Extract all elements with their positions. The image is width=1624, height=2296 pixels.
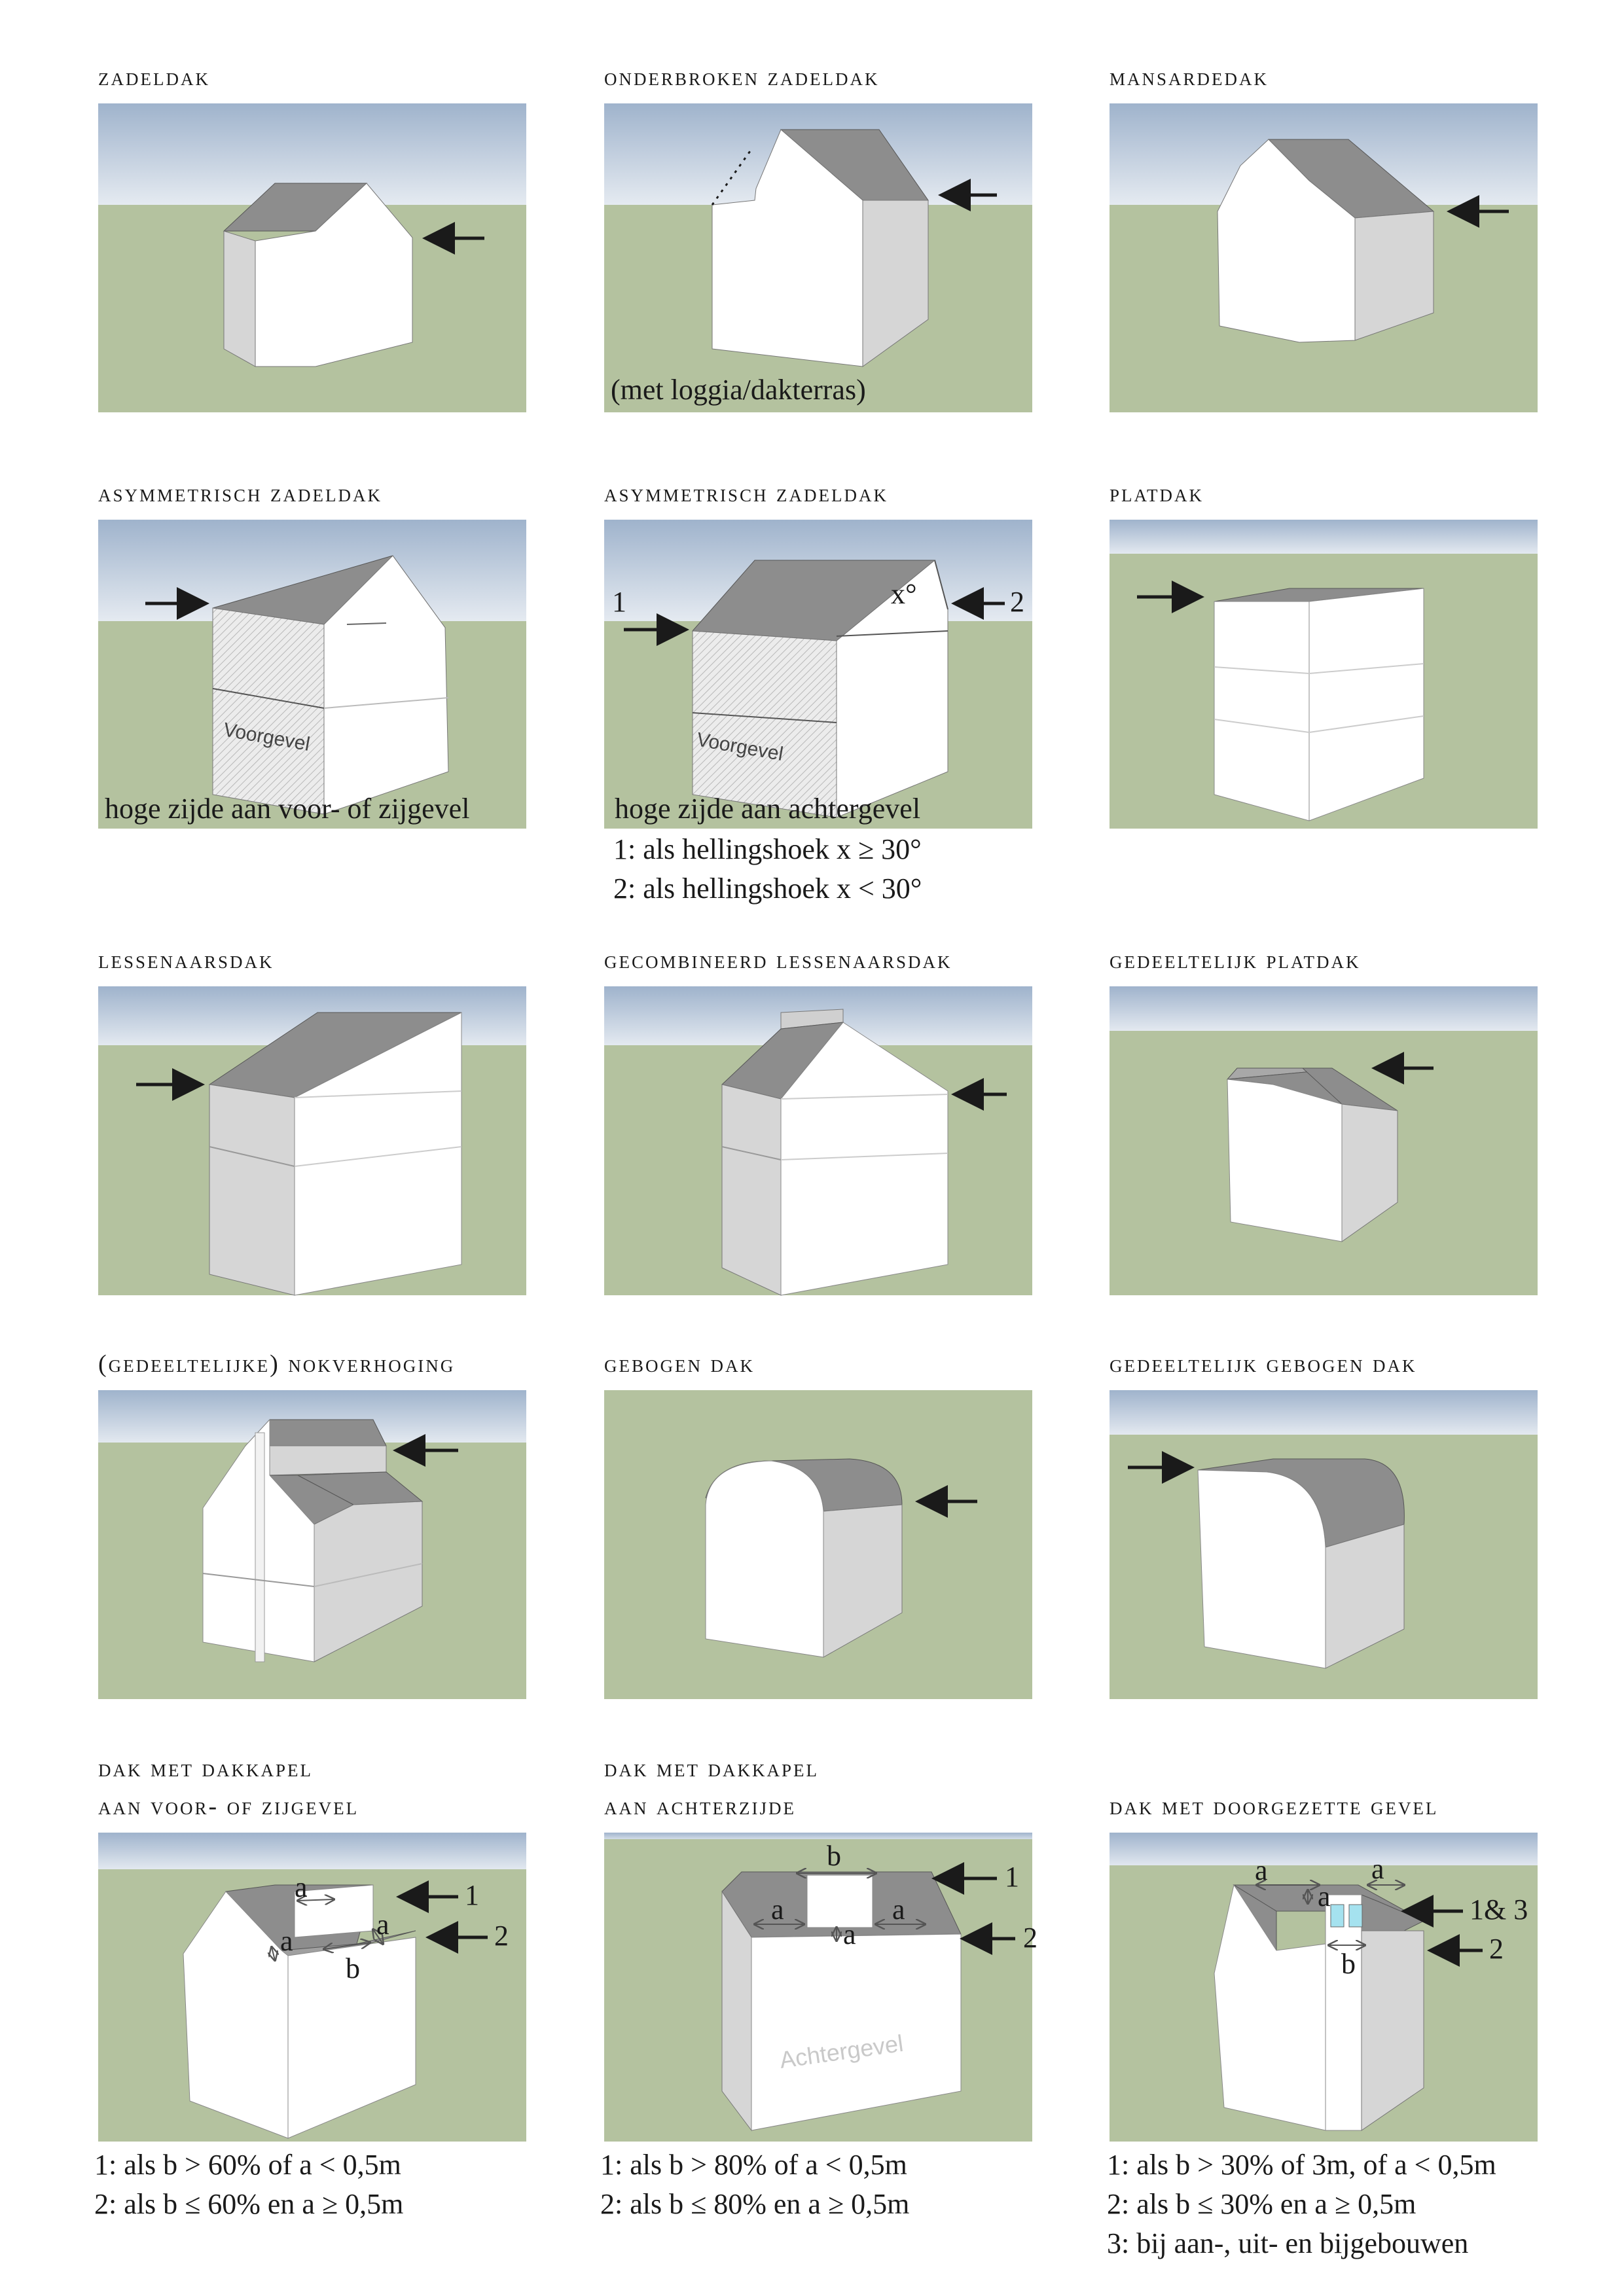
panel-title: zadeldak bbox=[98, 63, 210, 91]
caption-line: 2: als b ≤ 30% en a ≥ 0,5m bbox=[1107, 2188, 1416, 2220]
dim-a-label: a bbox=[1318, 1880, 1331, 1912]
illustration-asymmetrisch-voorgevel bbox=[98, 520, 526, 829]
dim-b-label: b bbox=[346, 1952, 360, 1984]
arrow-1-label: 1 bbox=[1005, 1861, 1019, 1893]
panel-title: platdak bbox=[1110, 480, 1204, 507]
caption-line: 1: als b > 80% of a < 0,5m bbox=[600, 2149, 907, 2181]
panel-title: mansardedak bbox=[1110, 63, 1269, 91]
panel-title: asymmetrisch zadeldak bbox=[98, 480, 383, 507]
illustration-gebogen-dak bbox=[604, 1390, 1032, 1699]
panel-title: gedeeltelijk gebogen dak bbox=[1110, 1350, 1417, 1378]
illustration-dakkapel-voorgevel bbox=[98, 1833, 526, 2142]
facade-label: Achtergevel bbox=[778, 2029, 905, 2073]
panel-title: onderbroken zadeldak bbox=[604, 63, 880, 91]
arrow-1-label: 1 bbox=[612, 586, 626, 618]
caption-line: 1: als b > 60% of a < 0,5m bbox=[94, 2149, 401, 2181]
illustration-gedeeltelijk-platdak bbox=[1110, 986, 1538, 1295]
dim-a-label: a bbox=[771, 1893, 784, 1926]
illustration-lessenaarsdak bbox=[98, 986, 526, 1295]
arrow-1-label: 1 bbox=[465, 1879, 479, 1911]
panel-title: dak met dakkapel bbox=[98, 1755, 313, 1782]
dim-a-label: a bbox=[295, 1871, 308, 1903]
caption-line: 3: bij aan-, uit- en bijgebouwen bbox=[1107, 2227, 1469, 2259]
panel-title: gebogen dak bbox=[604, 1350, 755, 1378]
illustration-zadeldak bbox=[98, 103, 526, 412]
caption-line: 2: als b ≤ 60% en a ≥ 0,5m bbox=[94, 2188, 404, 2220]
illustration-nokverhoging bbox=[98, 1390, 526, 1699]
dim-a-label: a bbox=[1255, 1854, 1268, 1886]
arrow-2-label: 2 bbox=[1023, 1922, 1038, 1954]
loggia-label: (met loggia/dakterras) bbox=[611, 374, 866, 406]
angle-label: x° bbox=[891, 578, 917, 610]
panel-title: (gedeeltelijke) nokverhoging bbox=[98, 1350, 456, 1378]
panel-subtitle: aan voor- of zijgevel bbox=[98, 1793, 359, 1820]
dim-a-label: a bbox=[892, 1893, 905, 1926]
caption-line: 2: als hellingshoek x < 30° bbox=[613, 872, 922, 905]
illustration-gecombineerd-lessenaarsdak bbox=[604, 986, 1032, 1295]
panel-title: asymmetrisch zadeldak bbox=[604, 480, 889, 507]
caption-line: 1: als hellingshoek x ≥ 30° bbox=[613, 833, 922, 865]
panel-title: gecombineerd lessenaarsdak bbox=[604, 946, 952, 974]
facade-label: Voorgevel bbox=[695, 728, 785, 766]
illustration-onderbroken-zadeldak bbox=[604, 103, 1032, 412]
illustration-doorgezette-gevel bbox=[1110, 1833, 1538, 2142]
arrow-1-label: 1& 3 bbox=[1470, 1893, 1528, 1926]
caption-line: 1: als b > 30% of 3m, of a < 0,5m bbox=[1107, 2149, 1496, 2181]
panel-subtitle: aan achterzijde bbox=[604, 1793, 796, 1820]
dim-a-label: a bbox=[280, 1925, 293, 1957]
illustration-dakkapel-achterzijde bbox=[604, 1833, 1038, 2142]
dim-a-label: a bbox=[376, 1909, 389, 1941]
dim-a-label: a bbox=[843, 1918, 856, 1950]
illustration-asymmetrisch-achtergevel bbox=[604, 520, 1032, 829]
caption-line: 2: als b ≤ 80% en a ≥ 0,5m bbox=[600, 2188, 910, 2220]
panel-title: lessenaarsdak bbox=[98, 946, 274, 974]
inner-caption: hoge zijde aan achtergevel bbox=[615, 793, 921, 825]
panel-title: gedeeltelijk platdak bbox=[1110, 946, 1361, 974]
dim-a-label: a bbox=[1371, 1853, 1384, 1885]
panel-title: dak met doorgezette gevel bbox=[1110, 1793, 1439, 1820]
illustration-mansardedak bbox=[1110, 103, 1538, 412]
arrow-2-label: 2 bbox=[1010, 586, 1024, 618]
arrow-2-label: 2 bbox=[1489, 1933, 1504, 1965]
facade-label: Voorgevel bbox=[221, 719, 312, 756]
dim-b-label: b bbox=[827, 1840, 841, 1872]
dim-b-label: b bbox=[1341, 1948, 1356, 1980]
arrow-2-label: 2 bbox=[494, 1920, 509, 1952]
inner-caption: hoge zijde aan voor- of zijgevel bbox=[105, 793, 470, 825]
panel-title: dak met dakkapel bbox=[604, 1755, 819, 1782]
illustration-platdak bbox=[1110, 520, 1538, 829]
illustration-gedeeltelijk-gebogen-dak bbox=[1110, 1390, 1538, 1699]
